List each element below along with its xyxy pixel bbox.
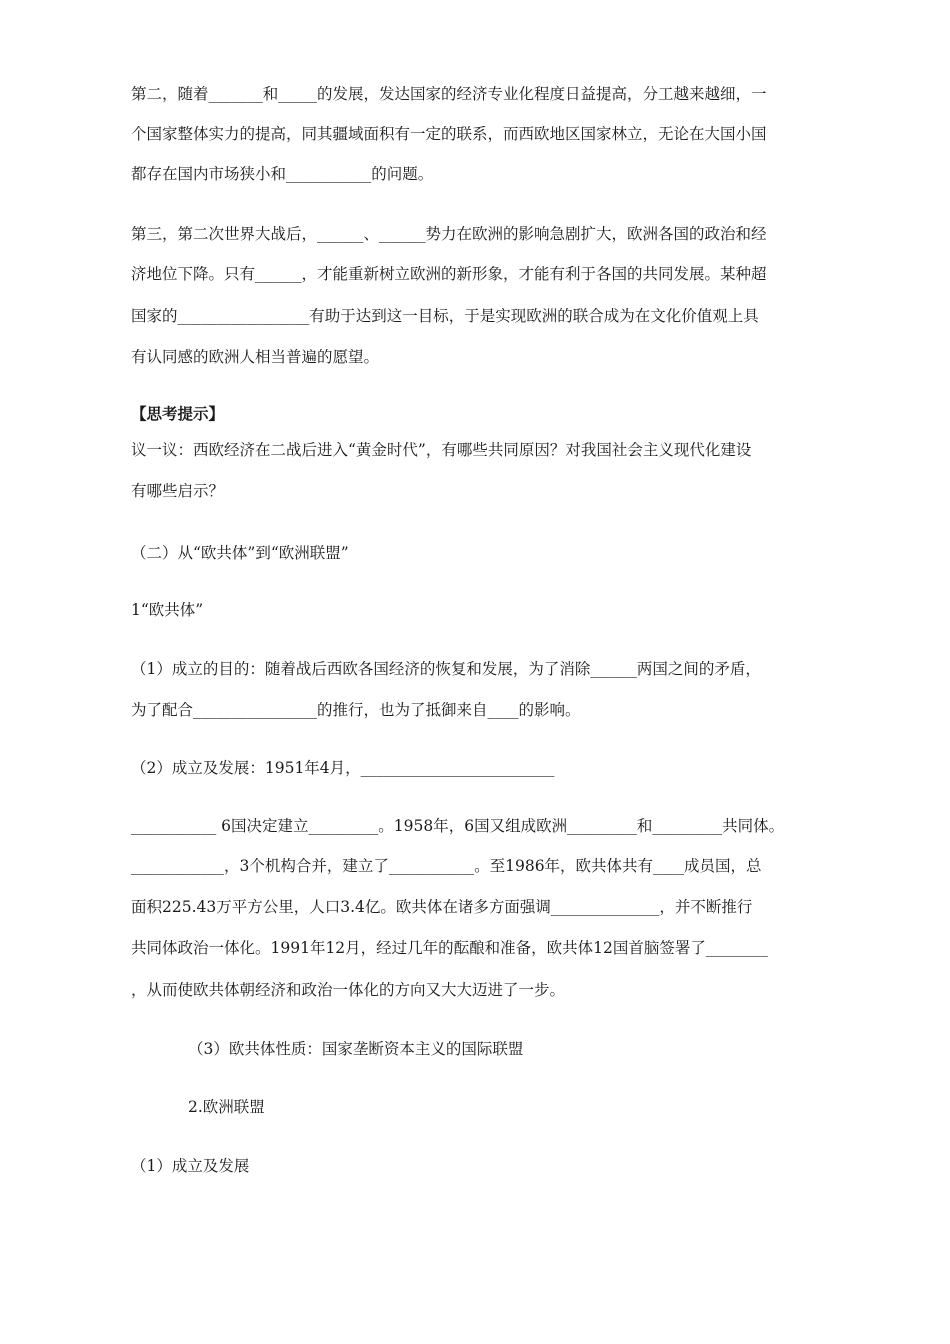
text-line: 有认同感的欧洲人相当普遍的愿望。	[131, 348, 380, 366]
subsection-title: 2.欧洲联盟	[188, 1098, 265, 1116]
text-line: 共同体政治一体化。1991年12月，经过几年的酝酿和准备，欧共体12国首脑签署了________	[131, 939, 768, 957]
text-line: 都存在国内市场狭小和___________的问题。	[131, 165, 434, 183]
text-line: 济地位下降。只有______，才能重新树立欧洲的新形象，才能有利于各国的共同发展。某种超	[131, 265, 767, 283]
text-line: 个国家整体实力的提高，同其疆域面积有一定的联系，而西欧地区国家林立，无论在大国小国	[131, 125, 767, 143]
section-title: （二）从“欧共体”到“欧洲联盟”	[131, 544, 349, 562]
text-line: ____________，3个机构合并，建立了___________。至1986年，欧共体共有____成员国，总	[131, 857, 762, 875]
text-line: 有哪些启示？	[131, 482, 225, 500]
text-line: （1）成立的目的：随着战后西欧各国经济的恢复和发展，为了消除______两国之间的矛盾，	[131, 660, 761, 678]
text-line: 第三，第二次世界大战后，______、______势力在欧洲的影响急剧扩大，欧洲各国的政治和经	[131, 225, 767, 243]
item-development-heading: （2）成立及发展：1951年4月，_________________________	[131, 759, 555, 777]
item-eu-development: （1）成立及发展	[131, 1157, 250, 1175]
text-line: 面积225.43万平方公里，人口3.4亿。欧共体在诸多方面强调______________，并不断推行	[131, 898, 753, 916]
text-line: ，从而使欧共体朝经济和政治一体化的方向又大大迈进了一步。	[131, 981, 566, 999]
think-hint-heading: 【思考提示】	[131, 405, 225, 423]
text-line: ___________ 6国决定建立_________。1958年，6国又组成欧洲_________和_________共同体。	[131, 817, 785, 835]
text-line: 为了配合________________的推行，也为了抵御来自____的影响。	[131, 701, 581, 719]
text-line: 议一议：西欧经济在二战后进入“黄金时代”，有哪些共同原因？对我国社会主义现代化建设	[131, 441, 752, 459]
item-nature: （3）欧共体性质：国家垄断资本主义的国际联盟	[188, 1040, 524, 1058]
subsection-title: 1“欧共体”	[131, 601, 204, 619]
text-line: 国家的_________________有助于达到这一目标，于是实现欧洲的联合成为在文化价值观上具	[131, 307, 759, 325]
text-line: 第二，随着_______和_____的发展，发达国家的经济专业化程度日益提高，分工越来越细，一	[131, 85, 767, 103]
